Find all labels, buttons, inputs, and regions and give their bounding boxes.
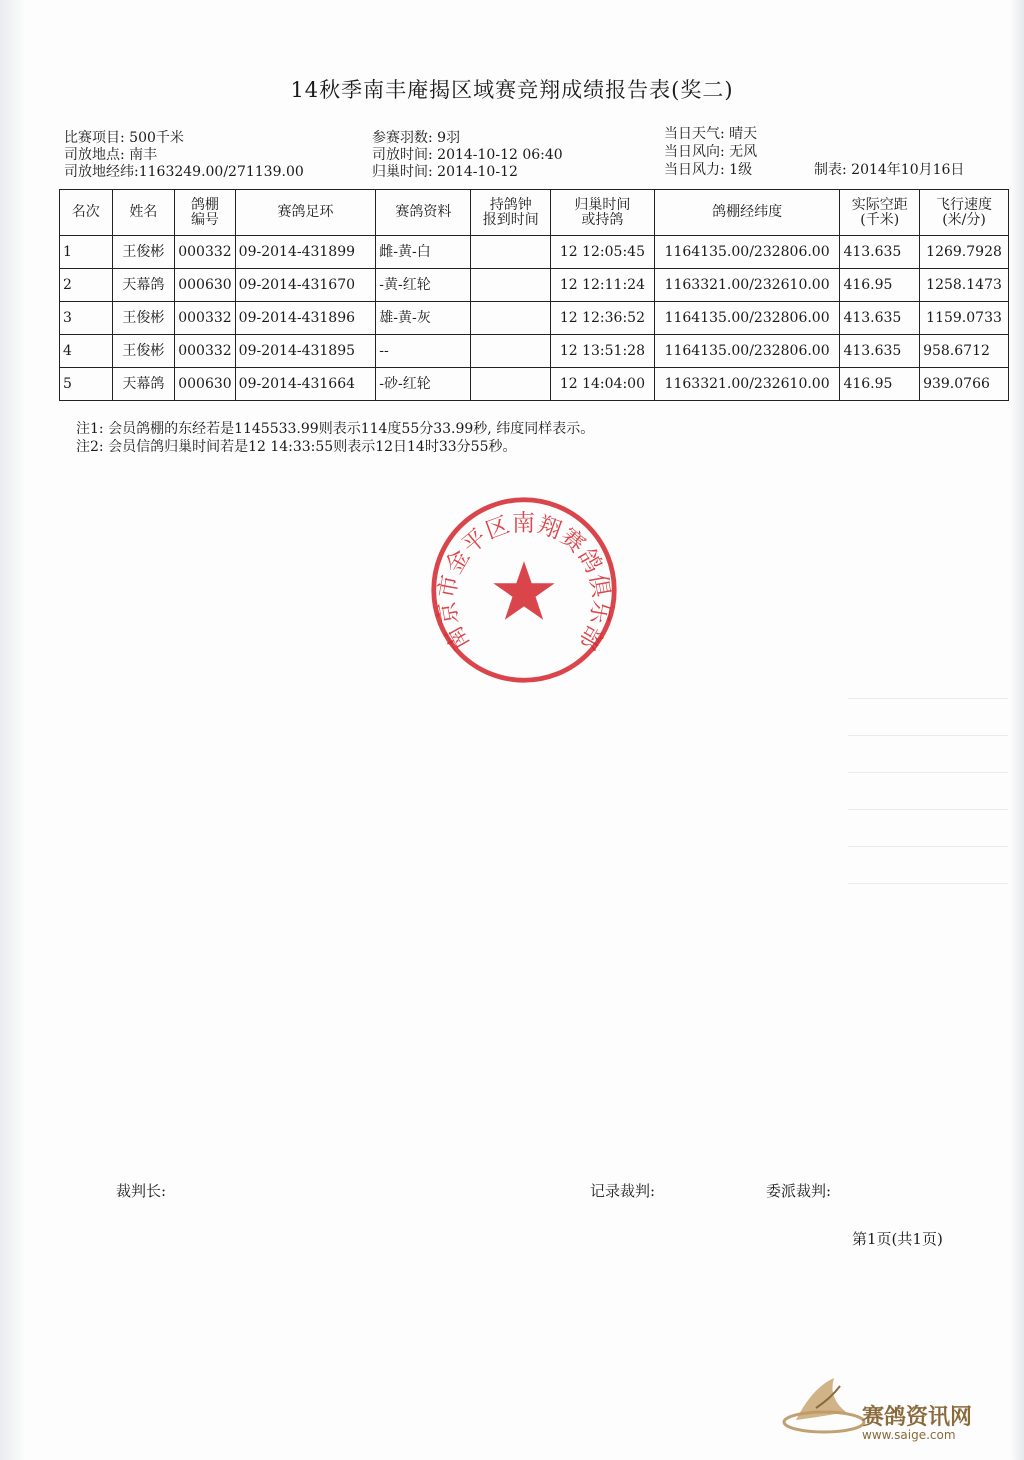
cell-loft: 000332 xyxy=(175,335,235,368)
info-wind-direction: 当日风向: 无风 xyxy=(664,144,758,160)
cell-distance: 413.635 xyxy=(840,302,920,335)
cell-coords: 1164135.00/232806.00 xyxy=(654,335,840,368)
cell-info: -黄-红轮 xyxy=(376,269,471,302)
scan-shadow-right xyxy=(1010,0,1024,1460)
table-row xyxy=(60,269,1009,302)
cell-name: 天幕鸽 xyxy=(112,368,175,401)
cell-ring: 09-2014-431899 xyxy=(235,236,376,269)
header-rank: 名次 xyxy=(60,190,113,236)
notes xyxy=(76,420,594,456)
cell-arrival: 12 12:05:45 xyxy=(551,236,655,269)
cell-clock xyxy=(471,236,551,269)
cell-rank: 4 xyxy=(60,335,113,368)
cell-ring: 09-2014-431670 xyxy=(235,269,376,302)
page-number: 第1页(共1页) xyxy=(852,1230,943,1248)
cell-name: 王俊彬 xyxy=(112,302,175,335)
table-header-row xyxy=(60,190,1009,236)
watermark-site-name: 赛鸽资讯网 xyxy=(862,1405,973,1430)
info-made-date: 制表: 2014年10月16日 xyxy=(814,162,965,178)
table-row xyxy=(60,335,1009,368)
cell-arrival: 12 14:04:00 xyxy=(551,368,655,401)
cell-clock xyxy=(471,368,551,401)
cell-rank: 3 xyxy=(60,302,113,335)
cell-ring: 09-2014-431664 xyxy=(235,368,376,401)
cell-loft: 000630 xyxy=(175,368,235,401)
signature-recording-judge: 记录裁判: xyxy=(590,1182,656,1200)
cell-rank: 1 xyxy=(60,236,113,269)
cell-info: 雌-黄-白 xyxy=(376,236,471,269)
cell-coords: 1163321.00/232610.00 xyxy=(654,368,840,401)
header-name: 姓名 xyxy=(112,190,175,236)
cell-info: -- xyxy=(376,335,471,368)
header-speed: 飞行速度 (米/分) xyxy=(920,190,1009,236)
info-release-coords: 司放地经纬:1163249.00/271139.00 xyxy=(64,164,304,180)
cell-clock xyxy=(471,335,551,368)
red-seal-stamp xyxy=(428,494,620,686)
cell-loft: 000332 xyxy=(175,302,235,335)
document-title: 14秋季南丰庵揭区域赛竞翔成绩报告表(奖二) xyxy=(290,78,734,102)
cell-clock xyxy=(471,269,551,302)
cell-name: 王俊彬 xyxy=(112,236,175,269)
signature-chief-judge: 裁判长: xyxy=(116,1182,167,1200)
cell-speed: 1159.0733 xyxy=(920,302,1009,335)
bleed-through-table xyxy=(848,662,1008,882)
cell-arrival: 12 12:11:24 xyxy=(551,269,655,302)
cell-speed: 1258.1473 xyxy=(920,269,1009,302)
cell-info: 雄-黄-灰 xyxy=(376,302,471,335)
cell-arrival: 12 12:36:52 xyxy=(551,302,655,335)
info-release-place: 司放地点: 南丰 xyxy=(64,147,158,163)
table-row xyxy=(60,368,1009,401)
cell-rank: 2 xyxy=(60,269,113,302)
header-loft-number: 鸽棚 编号 xyxy=(175,190,235,236)
scan-shadow-left xyxy=(0,0,26,1460)
cell-ring: 09-2014-431896 xyxy=(235,302,376,335)
cell-speed: 939.0766 xyxy=(920,368,1009,401)
cell-name: 天幕鸽 xyxy=(112,269,175,302)
seal-star-icon xyxy=(493,561,554,620)
cell-coords: 1164135.00/232806.00 xyxy=(654,302,840,335)
cell-distance: 413.635 xyxy=(840,236,920,269)
cell-speed: 1269.7928 xyxy=(920,236,1009,269)
header-pigeon-info: 赛鸽资料 xyxy=(376,190,471,236)
note-1: 注1: 会员鸽棚的东经若是1145533.99则表示114度55分33.99秒, 纬度同样表示。 xyxy=(76,421,595,437)
seal-text: 南京市金平区南翔赛鸽俱乐部 xyxy=(434,510,614,655)
info-weather: 当日天气: 晴天 xyxy=(664,126,758,142)
watermark-url: www.saige.com xyxy=(862,1428,956,1442)
cell-coords: 1164135.00/232806.00 xyxy=(654,236,840,269)
cell-distance: 413.635 xyxy=(840,335,920,368)
cell-loft: 000332 xyxy=(175,236,235,269)
cell-clock xyxy=(471,302,551,335)
header-arrival-time: 归巢时间 或持鸽 xyxy=(551,190,655,236)
cell-loft: 000630 xyxy=(175,269,235,302)
cell-info: -砂-红轮 xyxy=(376,368,471,401)
cell-rank: 5 xyxy=(60,368,113,401)
info-wind-force: 当日风力: 1级 xyxy=(664,162,753,178)
cell-coords: 1163321.00/232610.00 xyxy=(654,269,840,302)
cell-speed: 958.6712 xyxy=(920,335,1009,368)
header-distance: 实际空距 (千米) xyxy=(840,190,920,236)
cell-distance: 416.95 xyxy=(840,269,920,302)
cell-distance: 416.95 xyxy=(840,368,920,401)
table-row xyxy=(60,302,1009,335)
info-entries: 参赛羽数: 9羽 xyxy=(372,130,461,146)
info-release-time: 司放时间: 2014-10-12 06:40 xyxy=(372,147,563,163)
header-clock-time: 持鸽钟 报到时间 xyxy=(471,190,551,236)
signature-assigned-judge: 委派裁判: xyxy=(766,1182,832,1200)
results-table xyxy=(59,189,1009,401)
table-row xyxy=(60,236,1009,269)
header-ring: 赛鸽足环 xyxy=(235,190,376,236)
info-event: 比赛项目: 500千米 xyxy=(64,130,184,146)
cell-arrival: 12 13:51:28 xyxy=(551,335,655,368)
note-2: 注2: 会员信鸽归巢时间若是12 14:33:55则表示12日14时33分55秒。 xyxy=(76,439,517,455)
cell-name: 王俊彬 xyxy=(112,335,175,368)
header-loft-coords: 鸽棚经纬度 xyxy=(654,190,840,236)
cell-ring: 09-2014-431895 xyxy=(235,335,376,368)
info-return-time: 归巢时间: 2014-10-12 xyxy=(372,164,518,180)
